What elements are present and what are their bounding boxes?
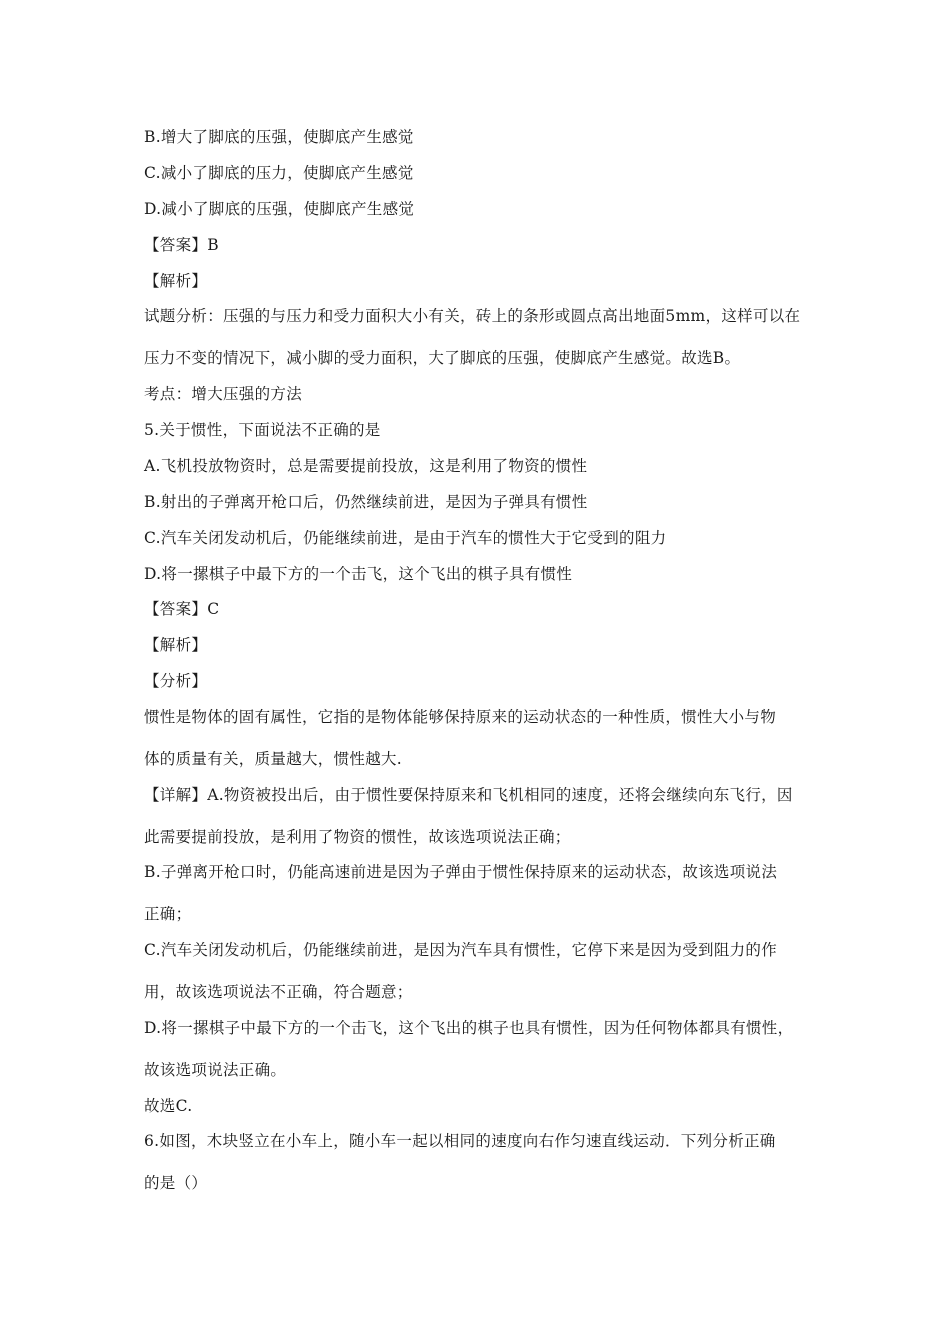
breakdown-text-line1: 惯性是物体的固有属性，它指的是物体能够保持原来的运动状态的一种性质，惯性大小与物 — [144, 708, 777, 726]
analysis-text-q4-line1: 试题分析：压强的与压力和受力面积大小有关，砖上的条形或圆点高出地面5mm，这样可以在 — [144, 307, 801, 325]
option-d-q5: D.将一摞棋子中最下方的一个击飞，这个飞出的棋子具有惯性 — [144, 565, 573, 583]
option-b-q5: B.射出的子弹离开枪口后，仍然继续前进，是因为子弹具有惯性 — [144, 493, 588, 511]
option-d-q4: D.减小了脚底的压强，使脚底产生感觉 — [144, 200, 415, 218]
conclusion-q5: 故选C. — [144, 1097, 193, 1115]
option-a-q5: A.飞机投放物资时，总是需要提前投放，这是利用了物资的惯性 — [144, 457, 588, 475]
analysis-heading-q4: 【解析】 — [144, 272, 208, 290]
analysis-heading-q5: 【解析】 — [144, 636, 208, 654]
detail-text-line4: 正确； — [144, 905, 192, 923]
answer-q5: 【答案】C — [144, 600, 220, 618]
breakdown-text-line2: 体的质量有关，质量越大，惯性越大. — [144, 750, 403, 768]
analysis-text-q4-line2: 压力不变的情况下，减小脚的受力面积，大了脚底的压强，使脚底产生感觉。故选B。 — [144, 349, 741, 367]
detail-text-line7: D.将一摞棋子中最下方的一个击飞，这个飞出的棋子也具有惯性，因为任何物体都具有惯性， — [144, 1019, 794, 1037]
option-b-q4: B.增大了脚底的压强，使脚底产生感觉 — [144, 128, 414, 146]
option-c-q5: C.汽车关闭发动机后，仍能继续前进，是由于汽车的惯性大于它受到的阻力 — [144, 529, 667, 547]
detail-text-line2: 此需要提前投放，是利用了物资的惯性，故该选项说法正确； — [144, 828, 571, 846]
question-5-stem: 5.关于惯性，下面说法不正确的是 — [144, 421, 381, 439]
detail-text-line1: 【详解】A.物资被投出后，由于惯性要保持原来和飞机相同的速度，还将会继续向东飞行，因 — [144, 786, 793, 804]
detail-text-line3: B.子弹离开枪口时，仍能高速前进是因为子弹由于惯性保持原来的运动状态，故该选项说法 — [144, 863, 778, 881]
option-c-q4: C.减小了脚底的压力，使脚底产生感觉 — [144, 164, 414, 182]
key-point-q4: 考点：增大压强的方法 — [144, 385, 303, 403]
breakdown-heading-q5: 【分析】 — [144, 672, 208, 690]
detail-text-line6: 用，故该选项说法不正确，符合题意； — [144, 983, 413, 1001]
answer-q4: 【答案】B — [144, 236, 219, 254]
question-6-stem-line2: 的是（） — [144, 1174, 208, 1192]
detail-text-line5: C.汽车关闭发动机后，仍能继续前进，是因为汽车具有惯性，它停下来是因为受到阻力的作 — [144, 941, 778, 959]
question-6-stem-line1: 6.如图，木块竖立在小车上，随小车一起以相同的速度向右作匀速直线运动．下列分析正确 — [144, 1132, 776, 1150]
detail-text-line8: 故该选项说法正确。 — [144, 1061, 287, 1079]
